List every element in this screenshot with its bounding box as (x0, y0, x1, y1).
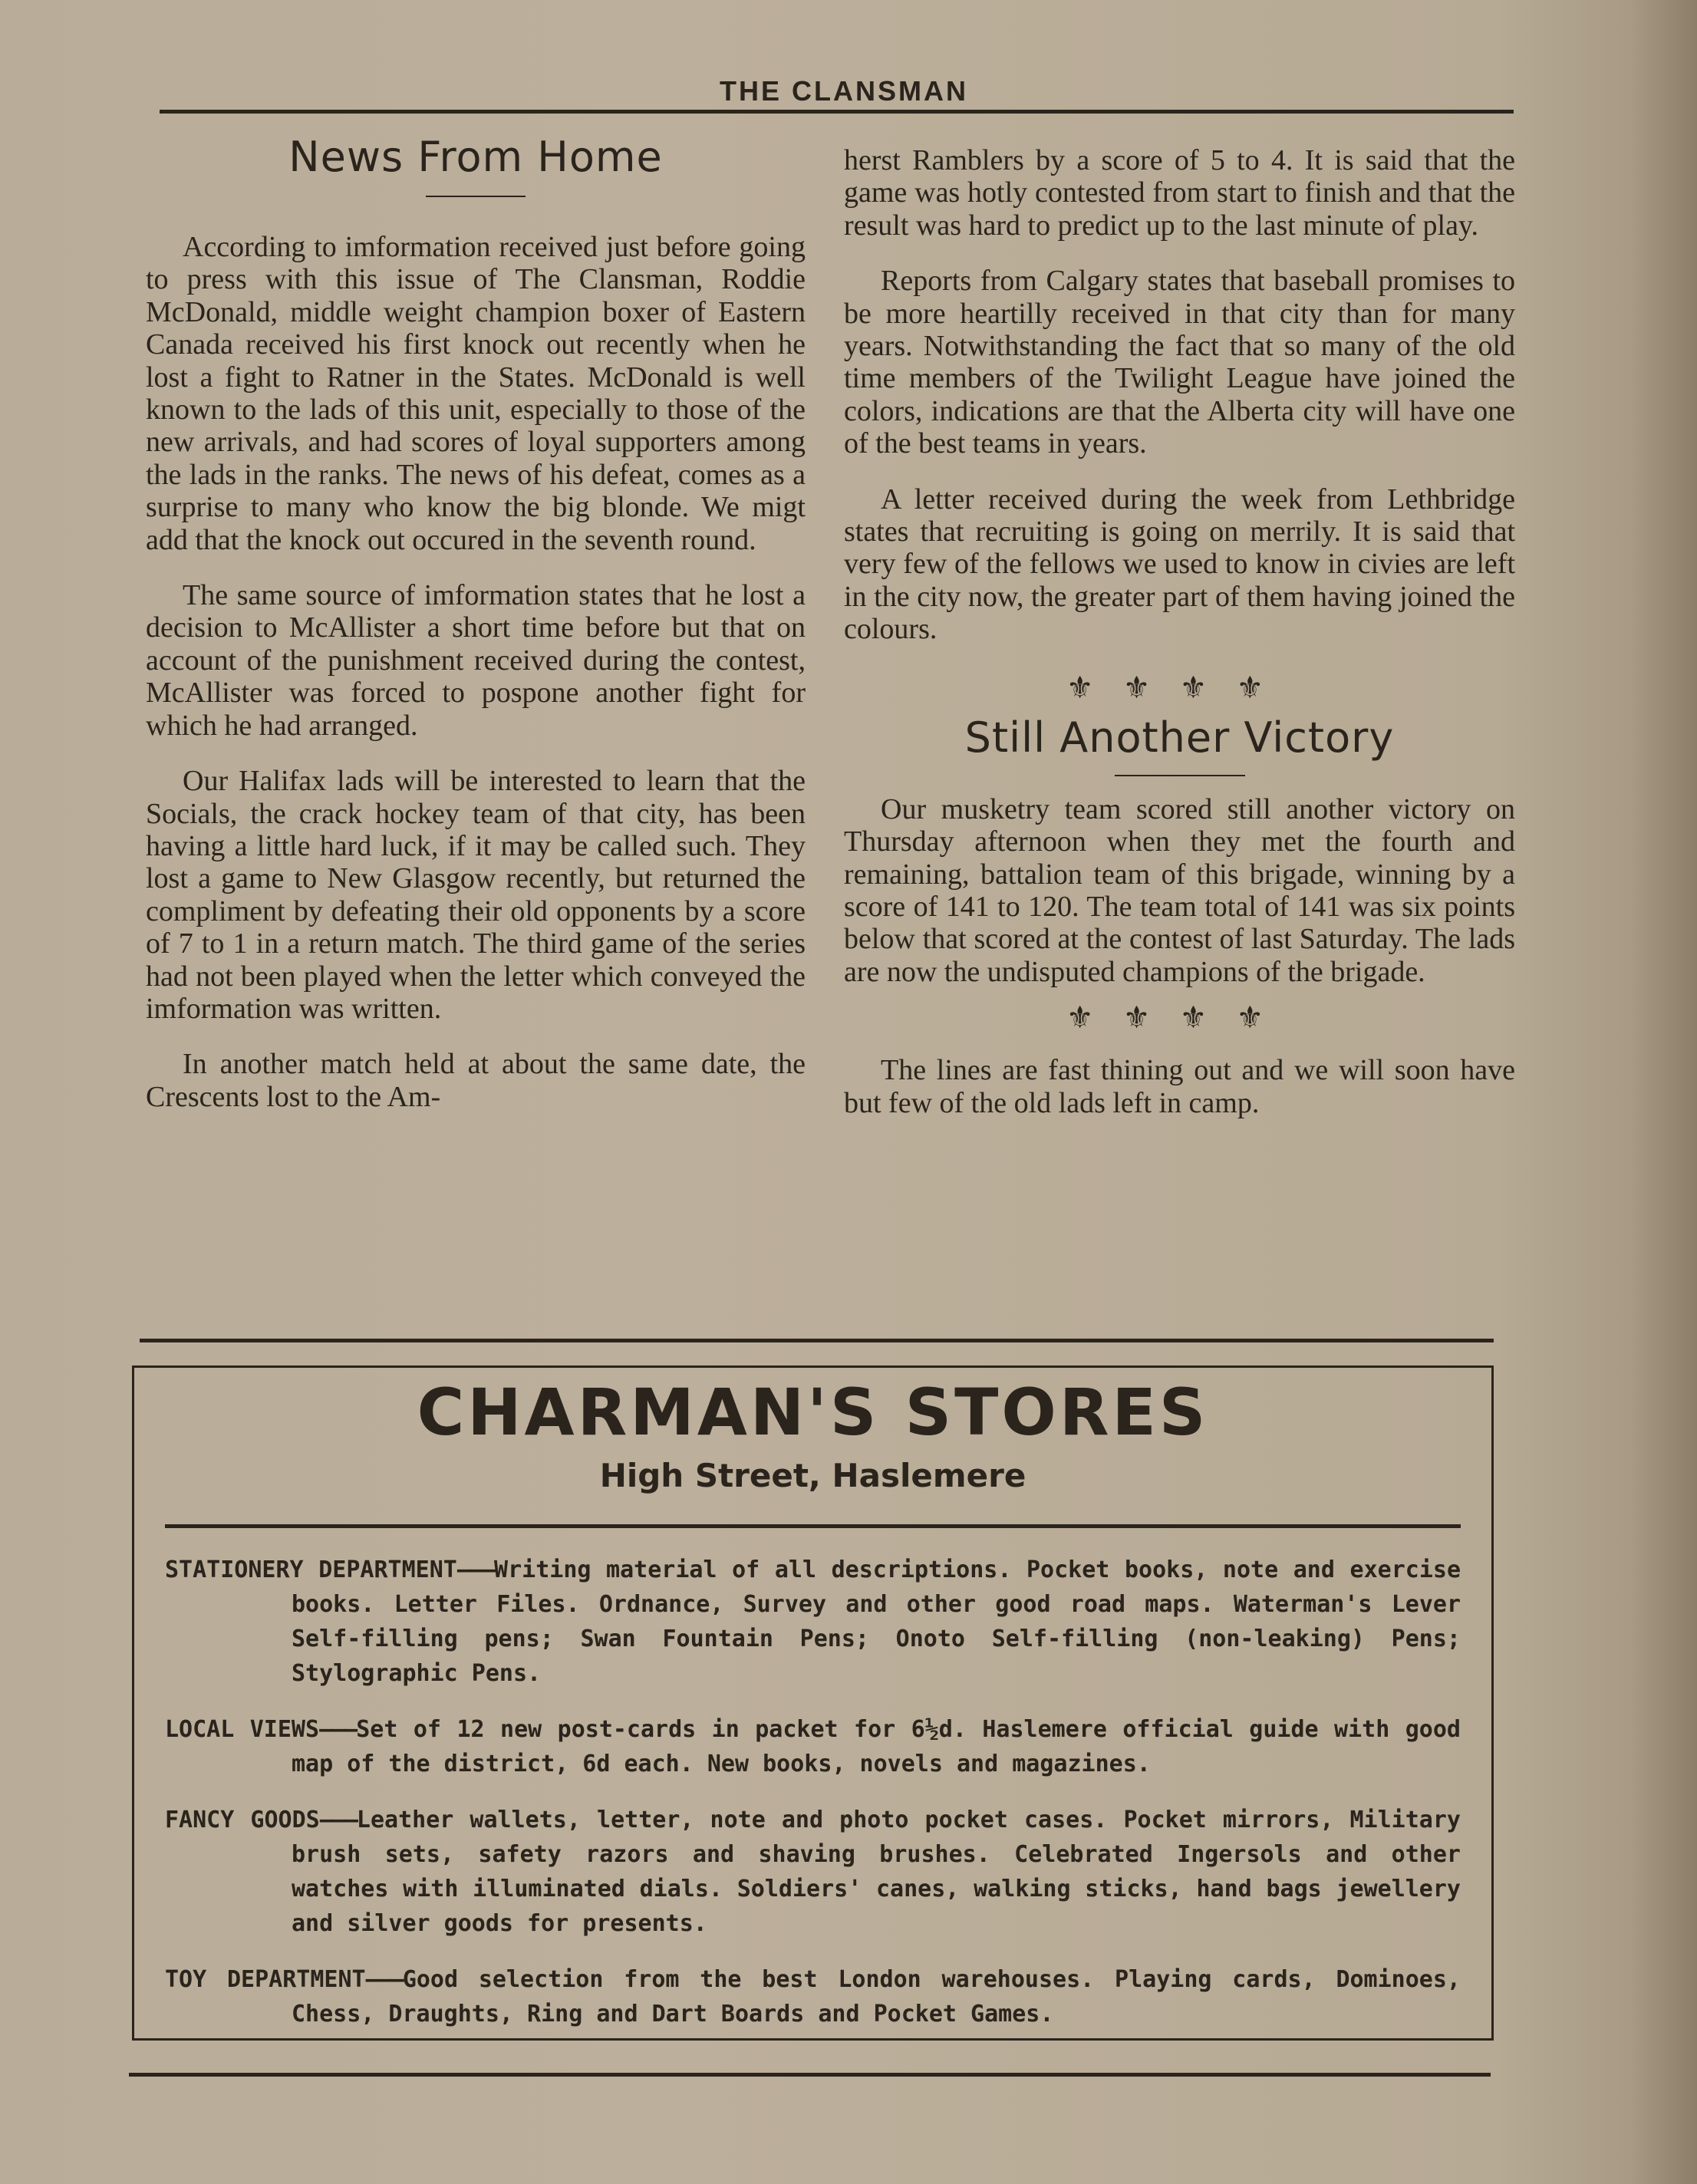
ad-section-text: Leather wallets, letter, note and photo pocket cases. Pocket mirrors, Military brush sets, safety razors and shaving brushes. Celebrated Ingersols and other watches with illuminated dials. Soldiers' canes, walking sticks, hand bags jewellery and silver goods for presents. (292, 1807, 1461, 1937)
ad-section-stationery: STATIONERY DEPARTMENT———Writing material of all descriptions. Pocket books, note and exercise books. Letter Files. Ordnance, Survey and other good road maps. Waterman's Lever Self-filling pens; Swan Fountain Pens; Onoto Self-filling (non-leaking) Pens; Stylographic Pens. (165, 1556, 1461, 1687)
advertisement-box (132, 1365, 1494, 2041)
headline-rule (426, 196, 526, 197)
header-rule (160, 110, 1514, 114)
ad-section-label: LOCAL VIEWS (165, 1716, 320, 1743)
article-paragraph: Our Halifax lads will be interested to learn that the Socials, the crack hockey team of that city, has been having a little hard luck, if it may be called such. They lost a game to New Glasgow recently, but returned the compliment by defeating their old opponents by a score of 7 to 1 in a return match. The third game of the series had not been played when the letter which conveyed the imformation was written. (146, 765, 806, 1025)
article-paragraph: Reports from Calgary states that baseball promises to be more heartilly received in that city than for many years. Notwithstanding the fact that so many of the old time members of the Twilight League have joined the colors, indications are that the Alberta city will have one of the best teams in years. (844, 265, 1515, 460)
ad-subtitle: High Street, Haslemere (599, 1457, 1026, 1494)
ad-section-local-views: LOCAL VIEWS———Set of 12 new post-cards in packet for 6½d. Haslemere official guide with good map of the district, 6d each. New books, novels and magazines. (165, 1716, 1461, 1777)
ad-section-text: Writing material of all descriptions. Pocket books, note and exercise books. Letter Files. Ordnance, Survey and other good road maps. Waterman's Lever Self-filling pens; Swan Fountain Pens; Onoto Self-filling (non-leaking) Pens; Stylographic Pens. (292, 1556, 1461, 1687)
ad-section-label: TOY DEPARTMENT (165, 1966, 366, 1993)
fleur-de-lis-divider: ⚜⚜⚜⚜ (1066, 1000, 1293, 1036)
still-another-victory-headline: Still Another Victory (964, 713, 1395, 762)
ad-section-label: STATIONERY DEPARTMENT (165, 1556, 457, 1583)
footer-rule (129, 2073, 1491, 2077)
section-rule (140, 1339, 1494, 1342)
ad-section-text: Set of 12 new post-cards in packet for 6½d. Haslemere official guide with good map of the district, 6d each. New books, novels and magazines. (292, 1716, 1461, 1777)
news-from-home-headline: News From Home (288, 133, 663, 181)
ad-section-fancy-goods: FANCY GOODS———Leather wallets, letter, note and photo pocket cases. Pocket mirrors, Military brush sets, safety razors and shaving brushes. Celebrated Ingersols and other watches with illuminated dials. Soldiers' canes, walking sticks, hand bags jewellery and silver goods for presents. (165, 1807, 1461, 1937)
ad-section-label: FANCY GOODS (165, 1807, 320, 1833)
left-column (146, 127, 806, 1113)
article-paragraph: The same source of imformation states that he lost a decision to McAllister a short time before but that on account of the punishment received during the contest, McAllister was forced to pospone another fight for which he had arranged. (146, 579, 806, 742)
article-continuation: herst Ramblers by a score of 5 to 4. It is said that the game was hotly contested from start to finish and that the result was hard to predict up to the last minute of play. (844, 144, 1515, 242)
ad-sections (165, 1553, 1461, 2031)
right-column (844, 144, 1515, 1119)
article-paragraph: A letter received during the week from Lethbridge states that recruiting is going on merrily. It is said that very few of the fellows we used to know in civies are left in the city now, the greater part of them having joined the colours. (844, 483, 1515, 646)
article-paragraph: In another match held at about the same date, the Crescents lost to the Am- (146, 1048, 806, 1113)
article-paragraph: According to imformation received just before going to press with this issue of The Clansman, Roddie McDonald, middle weight champion boxer of Eastern Canada received his first knock out recently when he lost a fight to Ratner in the States. McDonald is well known to the lads of this unit, especially to those of the new arrivals, and had scores of loyal supporters among the lads in the ranks. The news of his defeat, comes as a surprise to many who know the big blonde. We migt add that the knock out occured in the seventh round. (146, 231, 806, 556)
ad-section-text: Good selection from the best London warehouses. Playing cards, Dominoes, Chess, Draughts, Ring and Dart Boards and Pocket Games. (292, 1966, 1461, 2028)
fleur-de-lis-divider: ⚜⚜⚜⚜ (1066, 670, 1293, 705)
ad-title: CHARMAN'S STORES (417, 1375, 1209, 1450)
headline-rule (1115, 775, 1245, 776)
ad-section-toy-department: TOY DEPARTMENT———Good selection from the best London warehouses. Playing cards, Dominoes, Chess, Draughts, Ring and Dart Boards and Pocket Games. (165, 1966, 1461, 2028)
article-paragraph: Our musketry team scored still another victory on Thursday afternoon when they met the fourth and remaining, battalion team of this brigade, winning by a score of 141 to 120. The team total of 141 was six points below that scored at the contest of last Saturday. The lads are now the undisputed champions of the brigade. (844, 792, 1515, 988)
article-paragraph: The lines are fast thining out and we will soon have but few of the old lads left in camp. (844, 1054, 1515, 1119)
running-head: THE CLANSMAN (720, 75, 968, 107)
ad-rule (165, 1524, 1461, 1528)
